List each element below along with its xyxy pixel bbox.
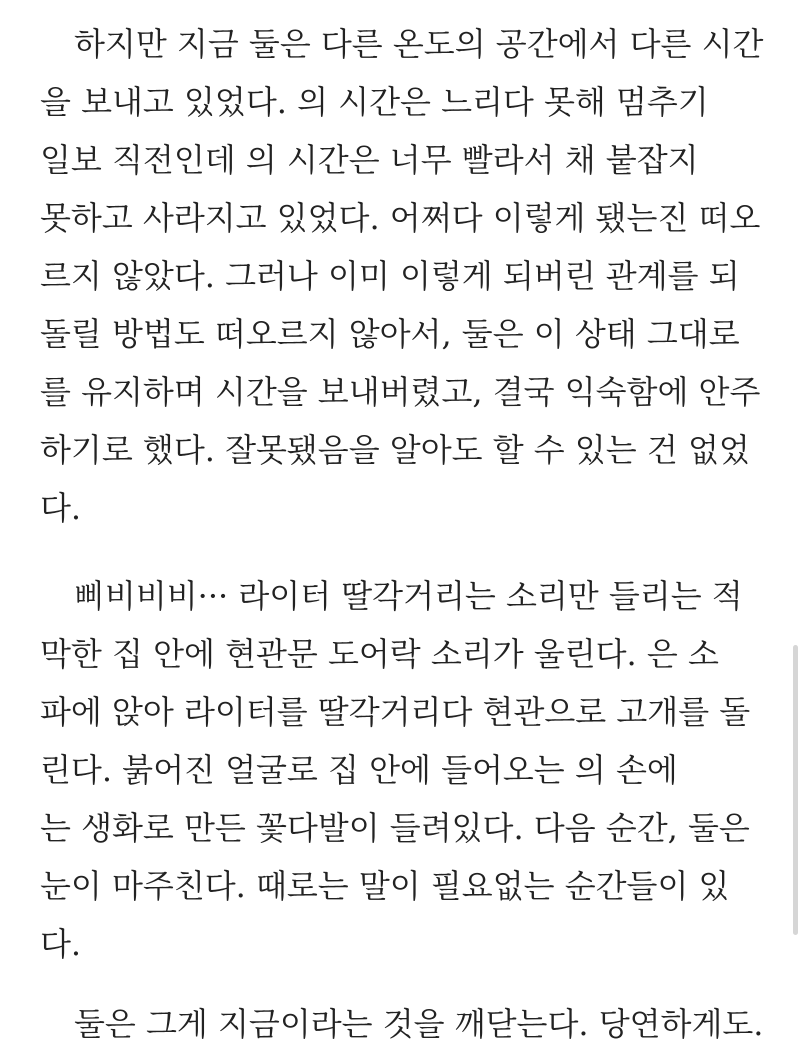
text-line: 둘은 그게 지금이라는 것을 깨닫는다. 당연하게도. bbox=[74, 1005, 764, 1043]
text-line: 삐비비비··· 라이터 딸각거리는 소리만 들리는 적 bbox=[74, 577, 743, 615]
text-line: 를 유지하며 시간을 보내버렸고, 결국 익숙함에 안주 bbox=[40, 373, 761, 411]
text-line: 다. bbox=[40, 489, 82, 527]
text-line: 파에 앉아 라이터를 딸각거리다 현관으로 고개를 돌 bbox=[40, 693, 751, 731]
text-line: 못하고 사라지고 있었다. 어쩌다 이렇게 됐는진 떠오 bbox=[40, 199, 761, 237]
text-line: 는 생화로 만든 꽃다발이 들려있다. 다음 순간, 둘은 bbox=[40, 809, 750, 847]
text-line: 다. bbox=[40, 925, 82, 963]
text-line: 돌릴 방법도 떠오르지 않아서, 둘은 이 상태 그대로 bbox=[40, 315, 740, 353]
text-line: 르지 않았다. 그러나 이미 이렇게 되버린 관계를 되 bbox=[40, 257, 740, 295]
text-line: 을 보내고 있었다. 의 시간은 느리다 못해 멈추기 bbox=[40, 83, 709, 121]
scrollbar-thumb[interactable] bbox=[793, 645, 798, 935]
text-line: 막한 집 안에 현관문 도어락 소리가 울린다. 은 소 bbox=[40, 635, 719, 673]
text-line: 린다. 붉어진 얼굴로 집 안에 들어오는 의 손에 bbox=[40, 751, 678, 789]
text-line: 하기로 했다. 잘못됐음을 알아도 할 수 있는 건 없었 bbox=[40, 431, 750, 469]
text-line: 하지만 지금 둘은 다른 온도의 공간에서 다른 시간 bbox=[74, 25, 764, 63]
text-line: 일보 직전인데 의 시간은 너무 빨라서 채 붙잡지 bbox=[40, 141, 699, 179]
text-line: 눈이 마주친다. 때로는 말이 필요없는 순간들이 있 bbox=[40, 867, 730, 905]
